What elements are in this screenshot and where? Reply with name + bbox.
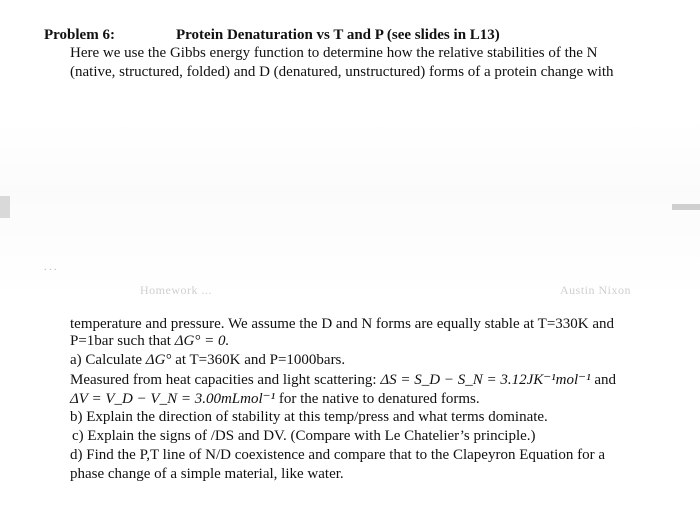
part-d-line-2: phase change of a simple material, like water. <box>70 466 344 482</box>
blank-gap <box>0 120 700 300</box>
measured-line <box>70 372 616 389</box>
body-line-pressure <box>70 333 229 350</box>
faded-dots: . . . <box>44 262 57 273</box>
part-a-label: a) Calculate <box>70 352 146 368</box>
volume-line <box>70 391 480 408</box>
faded-heading-right: Austin Nixon <box>560 283 632 297</box>
part-c: c) Explain the signs of /DS and DV. (Compare with Le Chatelier’s principle.) <box>72 428 536 444</box>
part-b: b) Explain the direction of stability at this temp/press and what terms dominate. <box>70 409 548 425</box>
part-a-text: at T=360K and P=1000bars. <box>171 352 346 368</box>
intro-line-2: (native, structured, folded) and D (denatured, unstructured) forms of a protein change with <box>70 64 614 80</box>
measured-end: and <box>590 372 616 388</box>
left-edge-mark <box>0 196 10 218</box>
right-edge-mark <box>672 204 700 210</box>
faded-heading-left: Homework ... <box>140 283 212 297</box>
body-line-temperature: temperature and pressure. We assume the D and N forms are equally stable at T=330K and <box>70 316 615 332</box>
part-a <box>70 352 345 369</box>
volume-text: for the native to denatured forms. <box>275 391 480 407</box>
delta-v-equation: ΔV = V_D − V_N = 3.00mLmol⁻¹ <box>70 391 276 407</box>
measured-text: Measured from heat capacities and light scattering: <box>70 372 381 388</box>
intro-line-1: Here we use the Gibbs energy function to determine how the relative stabilities of the N <box>70 45 598 61</box>
body-text: P=1bar such that <box>70 333 175 349</box>
delta-s-equation: ΔS = S_D − S_N = 3.12JK⁻¹mol⁻¹ <box>380 372 591 388</box>
problem-title: Protein Denaturation vs T and P (see slides in L13) <box>176 27 500 43</box>
problem-label: Problem 6: <box>44 27 115 43</box>
delta-g-symbol: ΔG° <box>145 352 172 368</box>
part-d-line-1: d) Find the P,T line of N/D coexistence and compare that to the Clapeyron Equation for a <box>70 447 605 463</box>
delta-g-equation: ΔG° = 0. <box>174 333 230 349</box>
